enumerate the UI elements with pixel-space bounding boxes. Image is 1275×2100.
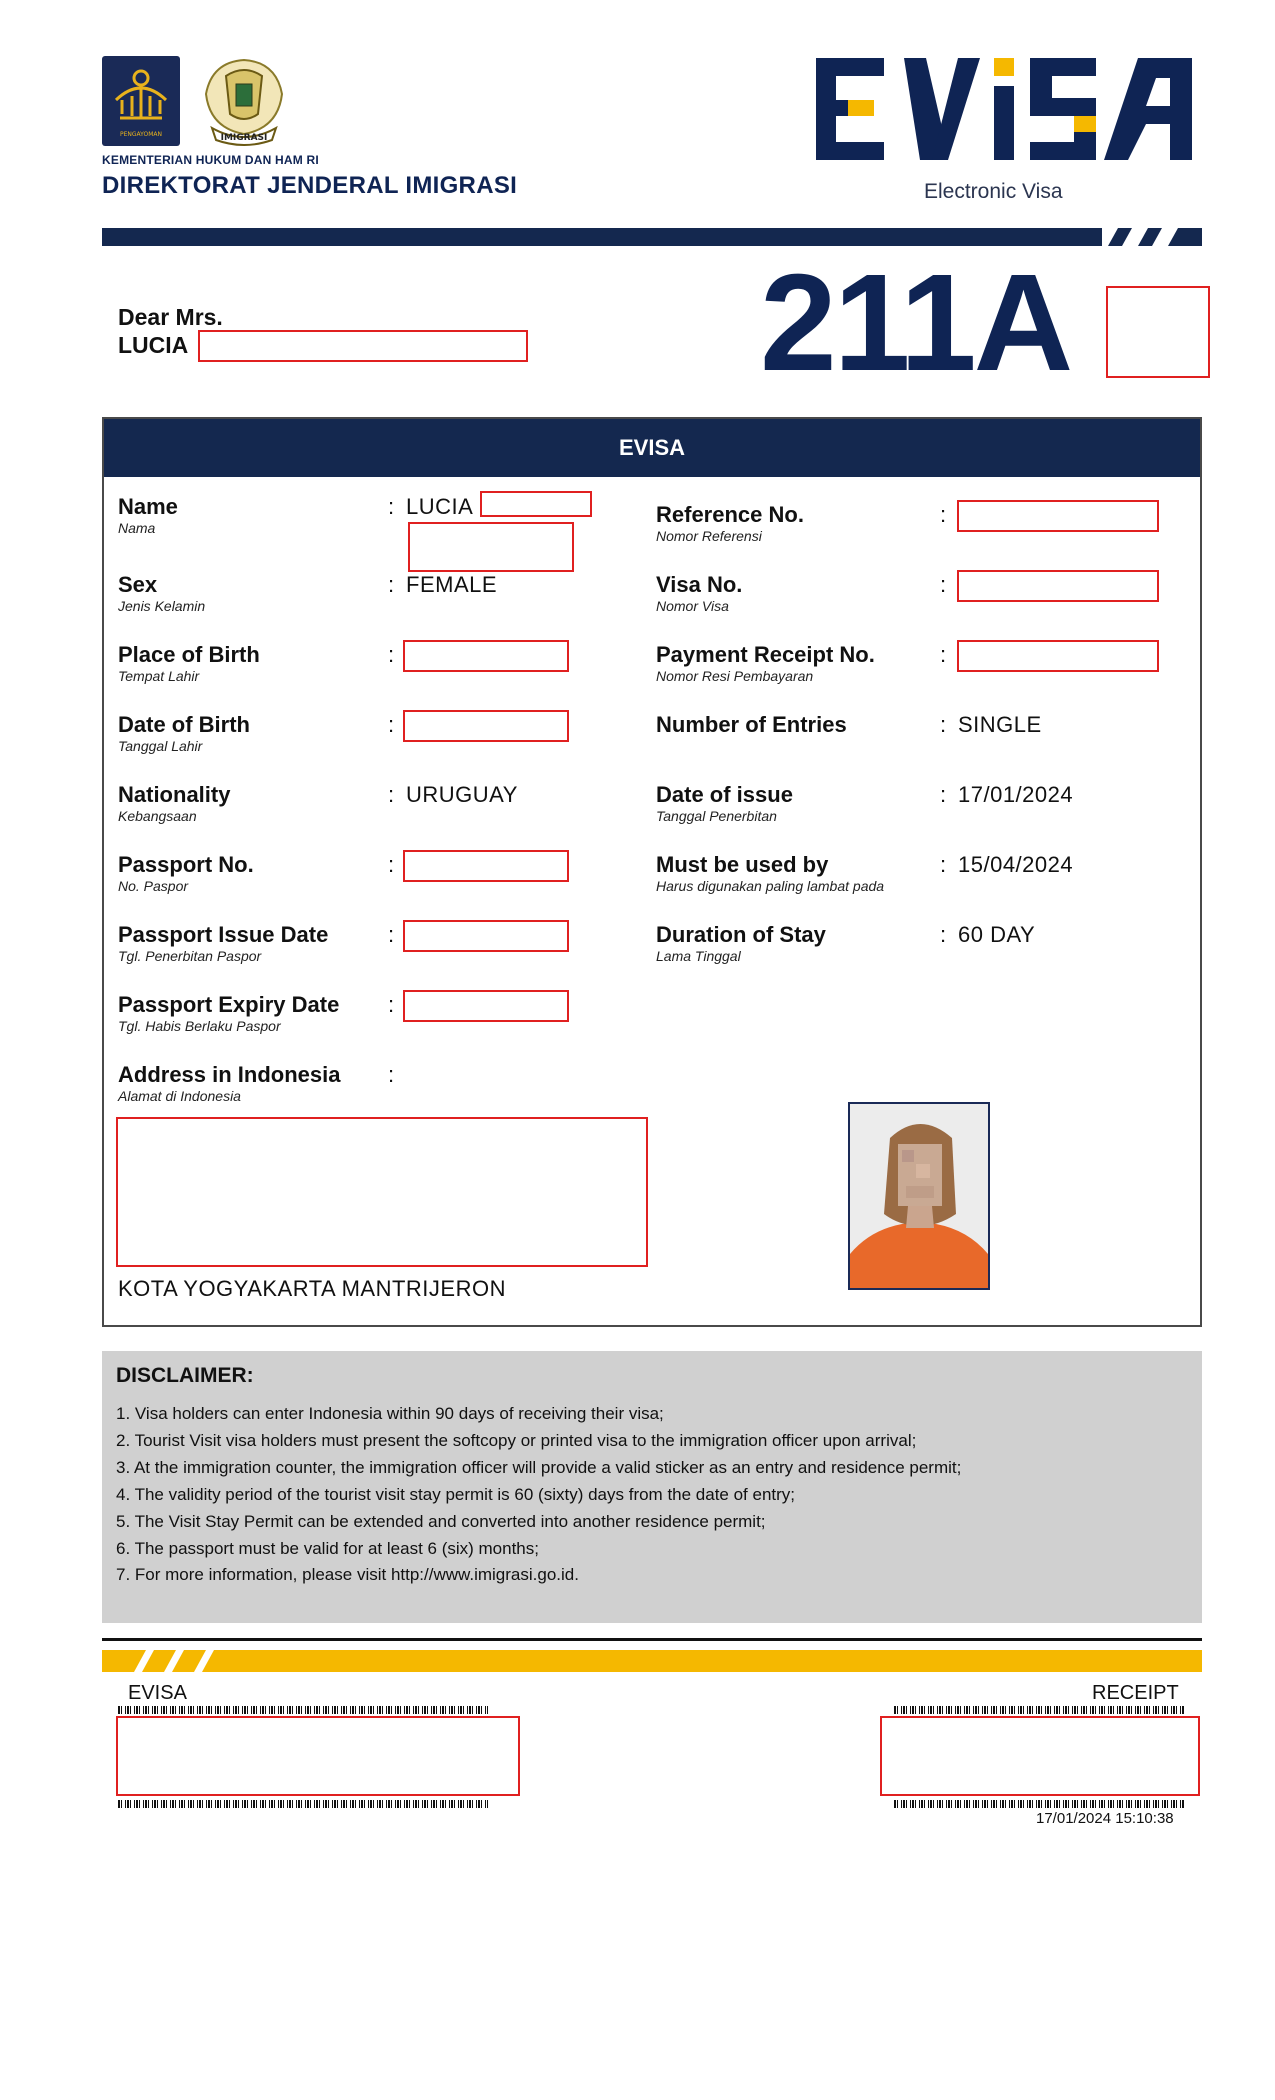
visa-type-code: 211A — [760, 246, 1071, 400]
field-label: Payment Receipt No. — [656, 642, 875, 667]
field-passport-no — [118, 852, 254, 894]
issue-date-value: 17/01/2024 — [958, 782, 1074, 807]
field-duration-of-stay — [656, 922, 826, 964]
field-label: Passport Expiry Date — [118, 992, 340, 1017]
field-sublabel: No. Paspor — [118, 878, 189, 894]
colon: : — [940, 642, 947, 667]
field-label: Date of Birth — [118, 712, 250, 737]
disclaimer-item: 3. At the immigration counter, the immigration officer will provide a valid sticker as an entry and residence permit; — [116, 1458, 962, 1477]
field-label: Reference No. — [656, 502, 804, 527]
colon: : — [940, 502, 947, 527]
field-sublabel: Nama — [118, 520, 156, 536]
field-sublabel: Harus digunakan paling lambat pada — [656, 878, 885, 894]
nationality-value: URUGUAY — [406, 782, 518, 807]
redacted-receipt-barcode — [880, 1716, 1200, 1796]
field-sublabel: Nomor Resi Pembayaran — [656, 668, 814, 684]
field-label: Visa No. — [656, 572, 743, 597]
field-must-be-used-by — [656, 852, 884, 894]
panel-title: EVISA — [104, 419, 1200, 477]
field-date-of-birth — [118, 712, 250, 754]
disclaimer-item: 4. The validity period of the tourist visit stay permit is 60 (sixty) days from the date of entry; — [116, 1485, 796, 1504]
field-label: Nationality — [118, 782, 231, 807]
evisa-brand-logo — [808, 54, 1200, 164]
field-visa-no — [656, 572, 742, 614]
brand-subtitle: Electronic Visa — [924, 180, 1063, 203]
colon: : — [388, 1062, 395, 1087]
field-reference-no — [656, 502, 804, 544]
field-label: Place of Birth — [118, 642, 260, 667]
redacted-value — [403, 850, 569, 882]
disclaimer-item: 6. The passport must be valid for at least 6 (six) months; — [116, 1539, 539, 1558]
address-city-line: KOTA YOGYAKARTA MANTRIJERON — [118, 1276, 506, 1301]
field-sublabel: Tgl. Habis Berlaku Paspor — [118, 1018, 281, 1034]
colon: : — [388, 494, 395, 519]
field-label: Date of issue — [656, 782, 793, 807]
field-sublabel: Tanggal Lahir — [118, 738, 203, 754]
field-sublabel: Lama Tinggal — [656, 948, 741, 964]
field-number-of-entries — [656, 712, 847, 738]
colon: : — [388, 852, 395, 877]
field-sublabel: Tanggal Penerbitan — [656, 808, 777, 824]
field-sublabel: Alamat di Indonesia — [118, 1088, 241, 1104]
field-name — [118, 494, 178, 536]
colon: : — [388, 782, 395, 807]
field-passport-expiry-date — [118, 992, 339, 1034]
field-passport-issue-date — [118, 922, 328, 964]
redacted-name-part — [408, 522, 574, 572]
colon: : — [388, 712, 395, 737]
logo-small-text: PENGAYOMAN — [119, 131, 163, 138]
sex-value: FEMALE — [406, 572, 498, 597]
field-label: Passport Issue Date — [118, 922, 329, 947]
footer-separator — [102, 1638, 1202, 1641]
field-sublabel: Jenis Kelamin — [118, 598, 206, 614]
name-value: LUCIA — [406, 494, 474, 519]
field-sublabel: Nomor Visa — [656, 598, 729, 614]
immigration-seal — [196, 54, 292, 146]
field-label: Number of Entries — [656, 712, 847, 737]
seal-text: IMIGRASI — [220, 133, 268, 143]
field-sublabel: Nomor Referensi — [656, 528, 762, 544]
must-use-by-value: 15/04/2024 — [958, 852, 1074, 877]
disclaimer-item: 1. Visa holders can enter Indonesia within 90 days of receiving their visa; — [116, 1404, 664, 1423]
redacted-surname — [198, 330, 528, 362]
colon: : — [388, 922, 395, 947]
disclaimer-item: 2. Tourist Visit visa holders must present the softcopy or printed visa to the immigration officer upon arrival; — [116, 1431, 917, 1450]
redacted-qr-code — [1106, 286, 1210, 378]
field-date-of-issue — [656, 782, 793, 824]
footer-evisa-label: EVISA — [128, 1682, 187, 1704]
colon: : — [940, 782, 947, 807]
disclaimer-title: DISCLAIMER: — [116, 1364, 254, 1387]
field-label: Sex — [118, 572, 158, 597]
field-sublabel: Tempat Lahir — [118, 668, 200, 684]
receipt-timestamp: 17/01/2024 15:10:38 — [1036, 1810, 1174, 1827]
redacted-name-part — [480, 491, 592, 517]
colon: : — [940, 572, 947, 597]
receipt-barcode-top — [894, 1706, 1184, 1714]
redacted-evisa-barcode — [116, 1716, 520, 1796]
field-label: Passport No. — [118, 852, 254, 877]
footer-receipt-label: RECEIPT — [1092, 1682, 1179, 1704]
field-sublabel: Kebangsaan — [118, 808, 197, 824]
field-label: Duration of Stay — [656, 922, 826, 947]
ministry-logo — [102, 56, 180, 146]
colon: : — [940, 712, 947, 737]
colon: : — [940, 922, 947, 947]
field-place-of-birth — [118, 642, 260, 684]
header-divider-bar — [102, 228, 1202, 246]
disclaimer-item: 5. The Visit Stay Permit can be extended and converted into another residence permit; — [116, 1512, 766, 1531]
redacted-value — [403, 710, 569, 742]
field-payment-receipt-no — [656, 642, 875, 684]
evisa-barcode-bottom — [118, 1800, 488, 1808]
redacted-value — [403, 920, 569, 952]
holder-photo — [848, 1102, 990, 1290]
field-address — [118, 1062, 341, 1104]
colon: : — [388, 992, 395, 1017]
recipient-name: LUCIA — [118, 332, 189, 358]
field-label: Address in Indonesia — [118, 1062, 341, 1087]
salutation: Dear Mrs. — [118, 304, 223, 330]
colon: : — [388, 572, 395, 597]
redacted-value — [957, 640, 1159, 672]
entries-value: SINGLE — [958, 712, 1042, 737]
field-sex — [118, 572, 205, 614]
receipt-barcode-bottom — [894, 1800, 1184, 1808]
redacted-value — [957, 570, 1159, 602]
redacted-value — [957, 500, 1159, 532]
footer-stripe-bar — [102, 1650, 1202, 1672]
evisa-barcode-top — [118, 1706, 488, 1714]
colon: : — [388, 642, 395, 667]
field-sublabel: Tgl. Penerbitan Paspor — [118, 948, 262, 964]
colon: : — [940, 852, 947, 877]
disclaimer-item: 7. For more information, please visit http://www.imigrasi.go.id. — [116, 1565, 579, 1584]
redacted-value — [403, 990, 569, 1022]
directorate-name: DIREKTORAT JENDERAL IMIGRASI — [102, 172, 518, 199]
duration-value: 60 DAY — [958, 922, 1036, 947]
redacted-value — [403, 640, 569, 672]
ministry-name: KEMENTERIAN HUKUM DAN HAM RI — [102, 153, 319, 167]
field-label: Must be used by — [656, 852, 829, 877]
field-label: Name — [118, 494, 178, 519]
field-nationality — [118, 782, 230, 824]
redacted-address — [116, 1117, 648, 1267]
